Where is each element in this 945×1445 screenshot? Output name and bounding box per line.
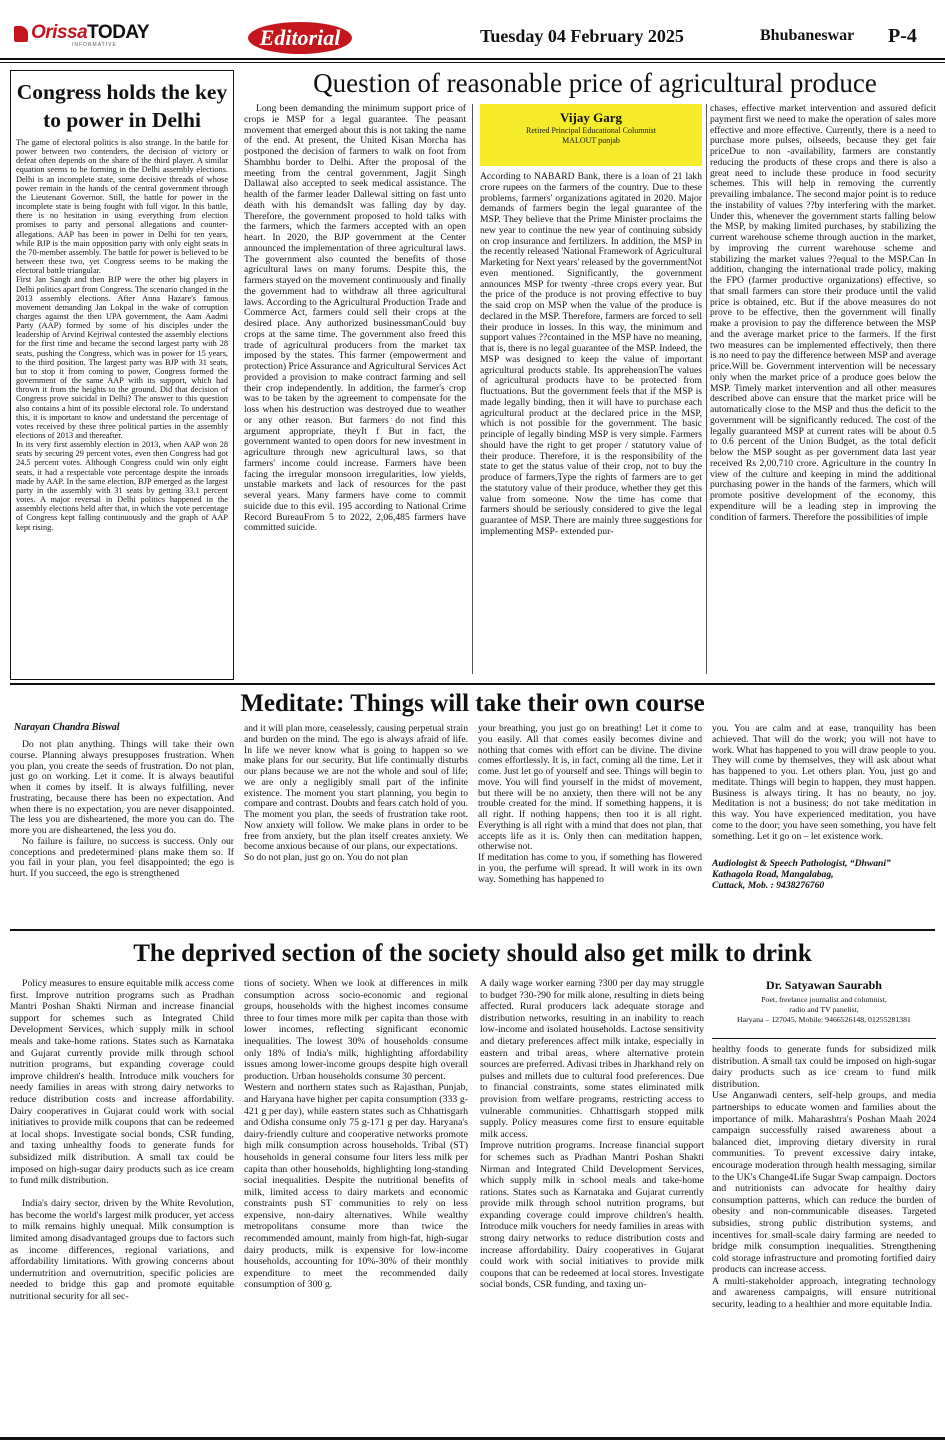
logo-flag-icon (14, 26, 28, 42)
paragraph: So do not plan, just go on. You do not plan (244, 852, 408, 863)
article-msp-byline (480, 104, 702, 166)
article-meditate-column-3 (478, 724, 702, 922)
paragraph: healthy foods to generate funds for subsidized milk distribution. A small tax could be imposed on high-sugar dairy products such as ice cream to fund milk distribution. (712, 1044, 936, 1090)
masthead-rule-thin (0, 62, 945, 63)
paragraph: A multi-stakeholder approach, integrating technology and awareness campaigns, will ensure nutritional security, leading to a healthier and more equitable India. (712, 1275, 936, 1311)
article-congress-body (16, 138, 228, 676)
paragraph: tions of society. When we look at differences in milk consumption across socio-economic and regional groups, households with the highest incomes consume three to four times more milk per capita than those with lower incomes, reflecting significant economic inequalities. The lowest 30% of households consume only 18% of India's milk, highlighting affordability issues among lower-income groups despite high overall production. Urban households consume 30 percent. (244, 978, 468, 1082)
paragraph: Western and northern states such as Rajasthan, Punjab, and Haryana have higher per capita consumption (333 g-421 g per day), while eastern states such as Chhattisgarh and Odisha consume only 75 g-171 g per day. Haryana's dairy-friendly culture and cooperative networks promote high milk consumption across households. Tribal (ST) households in general consume four liters less milk per capita than other households, highlighting long-standing social inequalities. Despite the nutritional benefits of milk, limited access to dairy markets and economic constraints push ST communities to rely on less expensive, non-dairy alternatives. While wealthy metropolitans consume more than twice the recommended amount, mainly from high-fat, high-sugar dairy products, milk is expensive for low-income households, accounting for 10%-30% of their monthly expenditure to meet the recommended daily consumption of 300 g. (244, 1082, 468, 1291)
article-meditate-column-4 (712, 724, 936, 858)
article-meditate-column-1 (10, 740, 234, 922)
paragraph: India's dairy sector, driven by the White Revolution, has become the world's largest milk producer, yet access to milk remains highly unequal. Milk consumption is limited among disadvantaged groups due to factors such as income differences, regional variations, and affordability limitations. With growing concerns about undernutrition and overnutrition, specific policies are needed to bridge this gap and promote equitable nutritional security for all sec- (10, 1198, 234, 1303)
article-milk-column-2 (244, 978, 468, 1430)
paragraph: chases, effective market intervention and assured deficit payment first we need to make the operation of sales more effective and more effective. Currently, there is a need to purchase more pulses, oilseeds, because they get fair priceDue to non -availability, farmers are constantly reducing the products of these crops and there is also a great need to include these produce in food security schemes. This will help in removing the currently prevailing imbalance. The second major point is to reduce the instability of values ??by interfering with the market. Under this, whenever the government starts falling below the MSP, by making limited purchases, by stabilizing the current warehouse scheme through auction in the market, by improving the current warehouse scheme and stabilizing the market values ??equal to the MSP.Can In addition, changing the international trade policy, making the FPO (farmer productive organizations) effective, so that small farmers can store their produce until the valid price is obtained, etc. But if the above measures do not prove to be effective, then the government will finally make a provision to pay the difference between the MSP and the average market price to the farmers. If the first two measures can be implemented effectively, then there is no need to pay the difference between MSP and average price.Will be. Government intervention will be necessary only when the market price of a produce goes below the MSP. Timely market intervention and all other measures described above can ensure that the market price will be automatically close to the MSP and thus the deficit to the government will be significantly reduced. The cost of the legally guaranteed MSP at current rates will be about 0.5 to 0.6 percent of the Union Budget, as the total deficit below the MSP sought as per government data last year received Rs 2,00,710 crore. Agriculture in the country In view of the culture and keeping in mind the additional purchasing power in the hands of the farmers, which will promote positive development of the economy, this expenditure will be a leading step in improving the condition of farmers. Therefore the possibilities of imple (710, 104, 936, 523)
section-rule (10, 683, 935, 685)
masthead (0, 0, 945, 66)
author-title: Poet, freelance journalist and columnist, radio and TV panelist, Haryana – 127045, Mobile: 9466526148, 01255281381 (737, 995, 911, 1024)
author-name: Dr. Satyawan Saurabh (766, 978, 882, 992)
paragraph: If meditation has come to you, if something has flowered in you, the perfume will spread. It will work in its own way. Something has happened to (478, 852, 702, 885)
author-name: Vijay Garg (560, 110, 622, 125)
author-place: MALOUT punjab (562, 136, 620, 145)
paragraph: First Jan Sangh and then BJP were the other big players in Delhi politics apart from Congress. The scenario changed in the 2013 assembly elections. After Anna Hazare's famous movement demanding Jan Lokpal in the wake of corruption charges against the then UPA government, the Aam Aadmi Party (AAP) formed by some of his disciples under the leadership of Arvind Kejriwal contested the assembly elections for the first time and became the second largest party with 28 seats, pushing the Congress, which was in power for 15 years, to the third position. The largest party was BJP with 31 seats, but to stop it from coming to power, Congress formed the government of the same AAP with its support, which had thrown it from the heights to the ground. Did that decision of Congress prove suicidal in Delhi? The answer to this question also contains a hint of its possible electoral role. To understand this, it is important to know and understand the percentage of votes received by these three political parties in the assembly elections of 2013 and thereafter. (16, 275, 228, 440)
paragraph: Use Anganwadi centers, self-help groups, and media partnerships to educate women and families about the importance of milk. Maharashtra's Poshan Maah 2024 campaign successfully raised awareness about a balanced diet, improving dietary diversity in rural communities. To prevent excessive dairy intake, encourage moderation through health messaging, similar to the UK's Change4Life Sugar Swap campaign. Doctors and nutritionists can advocate for healthy dairy consumption patterns, which can reduce the burden of obesity and non-communicable diseases. Targeted subsidies, strong public distribution systems, and incentives for small-scale dairy farming are needed to bridge milk consumption inequalities. Strengthening cold storage infrastructure and promoting fortified dairy products can increase access. (712, 1090, 936, 1276)
article-milk-column-1 (10, 978, 234, 1430)
footer-rule (0, 1437, 945, 1440)
logo-suffix: TODAY (87, 22, 150, 43)
article-milk-column-4 (712, 1044, 936, 1430)
logo-tagline: INFORMATIVE (72, 42, 117, 48)
paragraph: In its very first assembly election in 2013, when AAP won 28 seats by securing 29 percent votes, even then Congress had got 24.5 percent votes. Although Congress could win only eight seats, it had a respectable vote percentage despite the inroads made by AAP. In the same election, BJP emerged as the largest party in the assembly with 31 seats by getting 33.1 percent votes. A major reversal in Delhi politics happened in the assembly elections held after that, in which the vote percentage of Congress kept falling continuously and the graph of AAP kept rising. (16, 440, 228, 532)
article-milk-headline: The deprived section of the society should also get milk to drink (133, 940, 812, 967)
logo-prefix: Orissa (31, 22, 88, 43)
paragraph (10, 1187, 234, 1199)
paragraph: Do not plan anything. Things will take their own course. Planning always presupposes frustration. When you plan, you create the seeds of frustration. Do not plan, just go on working. Let it come. It is always beautiful when it comes by itself. It is always fulfilling, never frustrating, because there has been no expectation. And when there is no expectation, you are never disappointed. The less you are disheartened, the more you can do. The more you are disheartened, the less you do. (10, 740, 234, 836)
byline-rule (712, 1038, 936, 1039)
paragraph: A daily wage worker earning ?300 per day may struggle to budget ?30-?90 for milk alone, resulting in diets being affected. Rural producers lack adequate storage and distribution networks, resulting in an inability to reach low-income and isolated households. Lactose sensitivity and dietary preferences affect milk intake, especially in eastern and tribal areas, where alternative protein sources are preferred. Adivasi tribes in Jharkhand rely on pulses and millets due to cultural food preferences. Due to financial constraints, some states eliminated milk provision from welfare programs, restricting access to vulnerable communities. Chhattisgarh stopped milk supply. Policy measures come first to ensure equitable milk access. (480, 978, 704, 1140)
masthead-rule (0, 58, 945, 60)
article-meditate-column-2 (244, 724, 468, 922)
paragraph: Long been demanding the minimum support price of crops ie MSP for a legal guarantee. The peasant movement that emerged about this is not taking the name of the end. At present, the United Kisan Morcha has postponed the decision of farmers to walk on foot from Shambhu border to Delhi. After the proposal of the meeting from the central government, Jagjit Singh Dallawal also accepted to seek medical assistance. The health of the farmer leader Dallewal sitting on fast unto death with his demandsIt was falling day by day. Therefore, the government proposed to hold talks with the farmers, which the farmers accepted with an open heart. In 2020, the BJP government at the Center announced the implementation of three agricultural laws. The government also counted the benefits of those agricultural laws on many forums. Despite this, the farmers stayed on the movement continuously and finally the government had to withdraw all three agricultural laws. According to the Agricultural Production Trade and Commerce Act, farmers could sell their crops at the desired place. Any authorized businessmanCould buy crops at the same time. The government also freed this trade of agricultural producers from the market tax imposed by the states. This farmer (empowerment and protection) Price Assurance and Agricultural Services Act provided a provision to make contract farming and sell their crop independently. In addition, the farmer's crop was to be taken by the agreement to compensate for the loss when his destruction was destroyed due to weather or any other reason. But farmers do not find this argument appropriate, theyIt f But in fact, the government wanted to open doors for new investment in agriculture through new agricultural laws, so that farmers' income could increase. Farmers have been facing the irregular monsoon irregularities, low yields, unstable markets and lack of resources for the past several years. Many farmers have come to commit suicide due to this evil. 195 according to National Crime Record BureauFrom 5 to 2022, 2,06,485 farmers have committed suicide. (244, 104, 466, 534)
column-divider (472, 104, 473, 674)
logo-text (31, 22, 149, 44)
orissa-today-logo (14, 22, 150, 48)
article-msp-headline: Question of reasonable price of agricultural produce (313, 68, 877, 98)
paragraph: According to NABARD Bank, there is a loan of 21 lakh crore rupees on the farmers of the country. Due to these problems, farmers' organizations agitated in 2020. Major demands of farmers begin the legal guarantee of the MSP. They believe that the Prime Minister proclaims the new year to continue the new year of continuing subsidy on crop insurance and fertilizers. In addition, the MSP in the recently released 'National Framework of Agricultural Marketing for Next years' released by the governmentNot even mentioned. Significantly, the government announces MSP for twenty -three crops every year. But the price of the produce is not proving effective to buy the said crop on MSP when the value of the produce is declared in the MSP. Therefore, farmers are forced to sell their produce in losses. In this way, the minimum and support values ??contained in the MSP have no meaning, that is, there is no legal guarantee of the MSP. Indeed, the MSP was designed to keep the value of important agricultural products stable. Its apprehensionThe values of agricultural products have to be protected from fluctuations. But the government feels that if the MSP is made legally binding, then it will have to purchase each agricultural product at the declared price in the MSP, which is not possible for the government. The basic principle of legally binding MSP is very simple. Farmers should have the right to get proper / statutory value of their produce. Therefore, it is the responsibility of the state to get the status value of their crop, not to buy the produce of farmers,Type the rights of farmers are to get the statutory value of their produce, whether they get this value from someone. Now the time has come that farmers should be seriously considered to give the legal guarantee of MSP. There are mainly three suggestions for implementing MSP- extended pur- (480, 172, 702, 537)
article-meditate-signature: Audiologist & Speech Pathologist, “Dhwani” Kathagola Road, Mangalabag, Cuttack, Mob. : 9438276760 (712, 858, 891, 891)
article-msp-column-2 (480, 172, 702, 674)
section-rule (10, 929, 935, 931)
paragraph: you. You are calm and at ease, tranquility has been achieved. That will do the work; you will not have to work. What has happened to you will draw people to you. They will come by themselves, they will ask about what has happened to you. Let others plan. You, just go and meditate. Things will begin to happen, they must happen. Business is always tiring. It has no beauty, no joy. Meditation is not a business; do not take meditation in this way. You have experienced meditation, you have come to the door; you have seen something, you have felt something. Let it go on – let existence work. (712, 724, 936, 842)
paragraph: The game of electoral politics is also strange. In the battle for power between two contenders, the decision of victory or defeat often depends on the share of the third player. A similar equation seems to be forming in the Delhi assembly elections. Delhi is an incomplete state, some decisive threads of whose power remain in the hands of the central government through the Lieutenant Governor. Still, the battle for power in the incomplete state is being fought with full vigor. In this battle, there is no hesitation in using everything from election promises to party and personal allegations and counter-allegations. AAP has been in power in Delhi for ten years, while BJP is the main opposition party with only eight seats in the 70-member assembly. The battle for power is believed to be between these two, yet Congress seems to be making the electoral battle triangular. (16, 138, 228, 276)
page-number: P-4 (888, 25, 917, 47)
article-congress-headline: Congress holds the key to power in Delhi (16, 80, 228, 132)
article-meditate-headline: Meditate: Things will take their own course (240, 690, 705, 717)
section-badge: Editorial (248, 22, 352, 54)
paragraph: and it will plan more, ceaselessly, causing perpetual strain and burden on the mind. The ego is always afraid of life. In life we never know what is going to happen so we make plans for our security. But life continually disturbs our plans because we are not the whole and soul of life; we are only a negligibly small part of the infinite existence. The moment you start planning, you begin to compare and contrast. Doubts and fears catch hold of you. The moment you plan, the seeds of frustration take root. Now anxiety will follow. We make plans in order to be free from anxiety, but the plan itself creates anxiety. We become anxious because of our plans, our expectations. (244, 724, 468, 853)
edition-city: Bhubaneswar (760, 27, 855, 44)
paragraph: No failure is failure, no success is success. Only our conceptions and predetermined plans make them so. If you fail in your plan, you feel disappointed; the ego is hurt. If you succeed, the ego is strengthened (10, 835, 234, 879)
article-msp-column-1 (244, 104, 466, 674)
article-meditate-author: Narayan Chandra Biswal (14, 722, 120, 733)
paragraph: your breathing, you just go on breathing! Let it come to you easily. All that comes easily becomes divine and nothing that comes with effort can be divine. The divine comes effortlessly. It is, in fact, coming all the time. Let it come. Just let go of yourself and see. Things will begin to move. You will find yourself in the midst of movement, but there will be no anxiety, then there will not be any trouble created for the mind. If something happens, it is all right. If nothing happens, then too it is all right. Everything is all right with a mind that does not plan, that accepts life as it is. Only then can meditation happen, otherwise not. (478, 724, 702, 853)
article-milk-byline (712, 978, 936, 1036)
article-milk-column-3 (480, 978, 704, 1430)
paragraph: Policy measures to ensure equitable milk access come first. Improve nutrition programs such as Pradhan Mantri Poshan Shakti Nirman and increase financial support for schemes such as Integrated Child Development Services, which supply milk in school meals and take-home rations. States such as Karnataka and Gujarat currently provide milk through school nutrition programs, but expanding coverage could improve children's health. Introduce milk vouchers for needy families in areas with strong dairy networks to reduce distribution costs and increase affordability. Dairy cooperatives in Gujarat could work with social initiatives to provide milk coupons that can be redeemed at local shops. Investigate social bonds, CSR funding, and taxing unhealthy foods to generate funds for subsidized milk distribution. A small tax could be imposed on high-sugar dairy products such as ice cream to fund milk distribution. (10, 978, 234, 1187)
issue-date: Tuesday 04 February 2025 (480, 26, 684, 46)
paragraph: Improve nutrition programs. Increase financial support for schemes such as Pradhan Mantri Poshan Shakti Nirman and Integrated Child Development Services, which supply milk in school meals and take-home rations. States such as Karnataka and Gujarat currently provide milk through school nutrition programs, but expanding coverage could improve children's health. Introduce milk vouchers for needy families in areas with strong dairy networks to reduce distribution costs and increase affordability. Dairy cooperatives in Gujarat could work with social initiatives to provide milk coupons that can be redeemed at local stores. Investigate social bonds, CSR funding, and taxing un- (480, 1140, 704, 1291)
author-title: Retired Principal Educational Columnist (526, 126, 656, 135)
column-divider (706, 104, 707, 674)
article-msp-column-3 (710, 104, 936, 674)
